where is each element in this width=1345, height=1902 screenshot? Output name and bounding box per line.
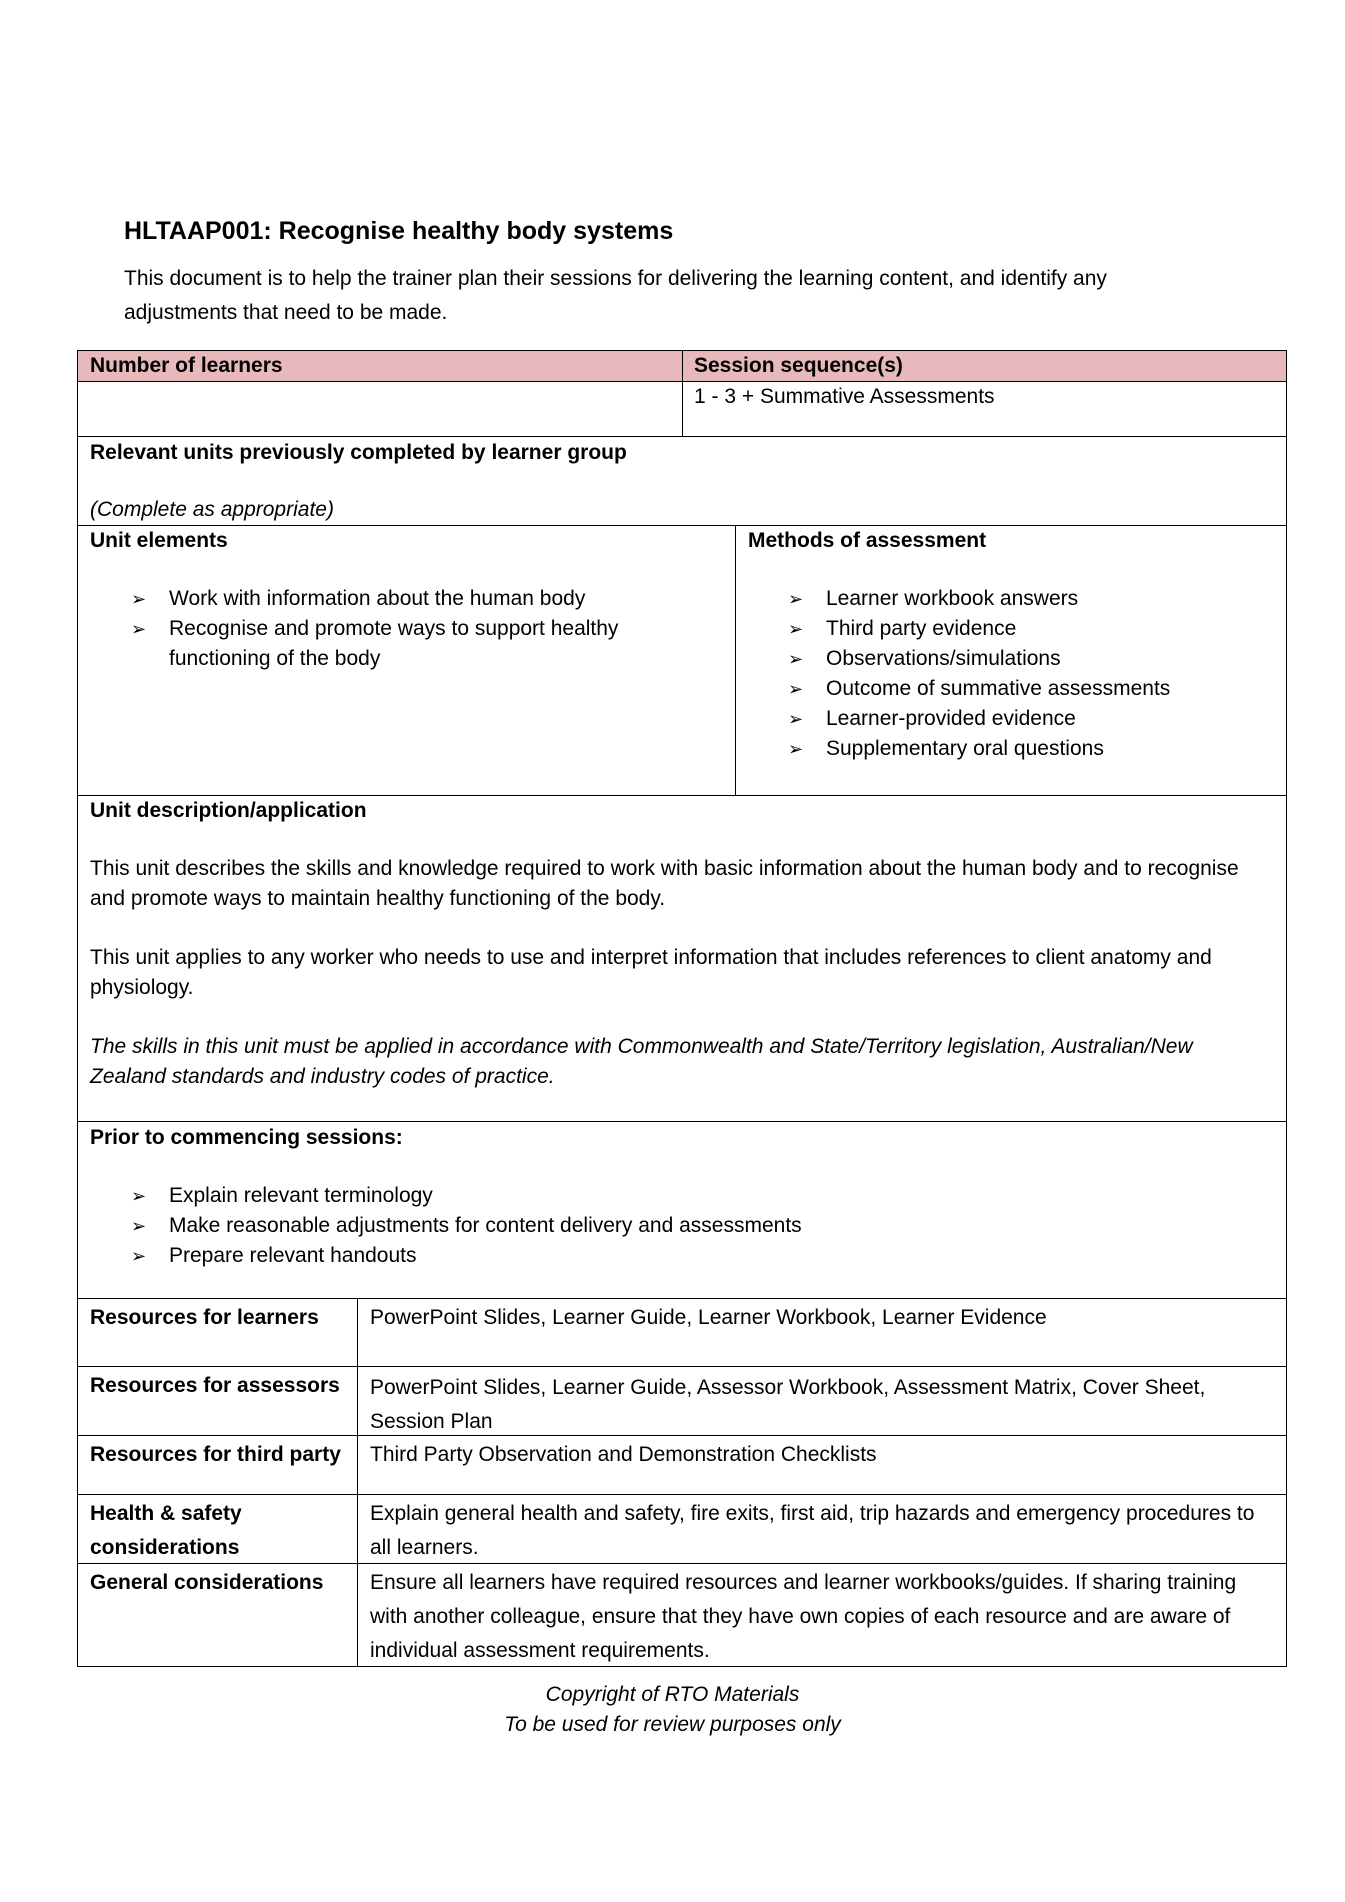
resource-value-cell (357, 1563, 1287, 1667)
resource-value-cell (357, 1494, 1287, 1564)
resource-value-cell (357, 1298, 1287, 1367)
arrow-bullet-icon: ➢ (788, 739, 804, 759)
resource-label-cell (77, 1563, 358, 1667)
footer-copyright: Copyright of RTO Materials (545, 1683, 800, 1706)
arrow-bullet-icon: ➢ (131, 1216, 147, 1236)
resource-value: Third Party Observation and Demonstration Checklists (370, 1443, 877, 1466)
session-value: 1 - 3 + Summative Assessments (694, 385, 995, 408)
footer-review-note: To be used for review purposes only (504, 1713, 841, 1736)
list-item: ➢ Observations/simulations (788, 644, 1268, 674)
session-header-cell (682, 350, 1287, 382)
list-item: ➢ Supplementary oral questions (788, 734, 1268, 764)
resource-value: PowerPoint Slides, Learner Guide, Learner Workbook, Learner Evidence (370, 1306, 1047, 1329)
learners-value-cell (77, 381, 683, 437)
list-item: ➢ Prepare relevant handouts (131, 1241, 1231, 1271)
list-item: ➢ Third party evidence (788, 614, 1268, 644)
prior-sessions-list (131, 1181, 1231, 1271)
arrow-bullet-icon: ➢ (788, 619, 804, 639)
session-label: Session sequence(s) (694, 354, 903, 377)
document-title: HLTAAP001: Recognise healthy body systems (124, 217, 674, 245)
list-item: ➢ Learner workbook answers (788, 584, 1268, 614)
arrow-bullet-icon: ➢ (131, 1246, 147, 1266)
resource-label-cell (77, 1435, 358, 1495)
resource-label-cell (77, 1298, 358, 1367)
arrow-bullet-icon: ➢ (788, 679, 804, 699)
intro-text: This document is to help the trainer plan their sessions for delivering the learning content, and identify any adjustments that need to be made. (124, 267, 1107, 324)
resource-label: Resources for third party (90, 1443, 341, 1466)
methods-label: Methods of assessment (748, 529, 987, 552)
unit-elements-label: Unit elements (90, 529, 228, 552)
arrow-bullet-icon: ➢ (131, 589, 147, 609)
resource-label: General considerations (90, 1571, 324, 1594)
resource-value-cell (357, 1435, 1287, 1495)
unit-description-label: Unit description/application (90, 799, 367, 822)
arrow-bullet-icon: ➢ (788, 709, 804, 729)
resource-label-cell (77, 1494, 358, 1564)
unit-description-cell (77, 795, 1287, 1122)
relevant-units-note: (Complete as appropriate) (90, 498, 334, 521)
prior-sessions-label: Prior to commencing sessions: (90, 1126, 403, 1149)
learners-header-cell (77, 350, 683, 382)
arrow-bullet-icon: ➢ (788, 589, 804, 609)
relevant-units-cell (77, 436, 1287, 526)
resource-label: Health & safety considerations (90, 1502, 242, 1559)
unit-elements-cell (77, 525, 736, 796)
list-item: ➢ Recognise and promote ways to support healthy functioning of the body (131, 614, 651, 674)
list-item: ➢ Make reasonable adjustments for content delivery and assessments (131, 1211, 1231, 1241)
arrow-bullet-icon: ➢ (131, 1186, 147, 1206)
description-paragraph-italic: The skills in this unit must be applied in accordance with Commonwealth and State/Territory legislation, Australian/New Zealand standards and industry codes of practice. (90, 1035, 1193, 1088)
session-value-cell (682, 381, 1287, 437)
resource-value: PowerPoint Slides, Learner Guide, Assessor Workbook, Assessment Matrix, Cover Sheet, Session Plan (370, 1376, 1206, 1433)
resource-label-cell (77, 1366, 358, 1436)
resource-value: Ensure all learners have required resources and learner workbooks/guides. If sharing training with another colleague, ensure that they have own copies of each resource and are aware of individual assessment requirements. (370, 1571, 1237, 1662)
resource-value-cell (357, 1366, 1287, 1436)
learners-label: Number of learners (90, 354, 283, 377)
list-item: ➢ Outcome of summative assessments (788, 674, 1268, 704)
methods-list (788, 584, 1268, 764)
resource-value: Explain general health and safety, fire exits, first aid, trip hazards and emergency procedures to all learners. (370, 1502, 1255, 1559)
resource-label: Resources for assessors (90, 1374, 340, 1397)
unit-elements-list (131, 584, 651, 674)
description-paragraph: This unit applies to any worker who needs to use and interpret information that includes references to client anatomy and physiology. (90, 946, 1212, 999)
relevant-units-label: Relevant units previously completed by learner group (90, 441, 627, 464)
arrow-bullet-icon: ➢ (788, 649, 804, 669)
list-item: ➢ Explain relevant terminology (131, 1181, 1231, 1211)
resource-label: Resources for learners (90, 1306, 319, 1329)
methods-cell (735, 525, 1287, 796)
list-item: ➢ Work with information about the human body (131, 584, 651, 614)
prior-sessions-cell (77, 1121, 1287, 1299)
arrow-bullet-icon: ➢ (131, 619, 147, 639)
description-paragraph: This unit describes the skills and knowledge required to work with basic information about the human body and to recognise and promote ways to maintain healthy functioning of the body. (90, 857, 1239, 910)
list-item: ➢ Learner-provided evidence (788, 704, 1268, 734)
